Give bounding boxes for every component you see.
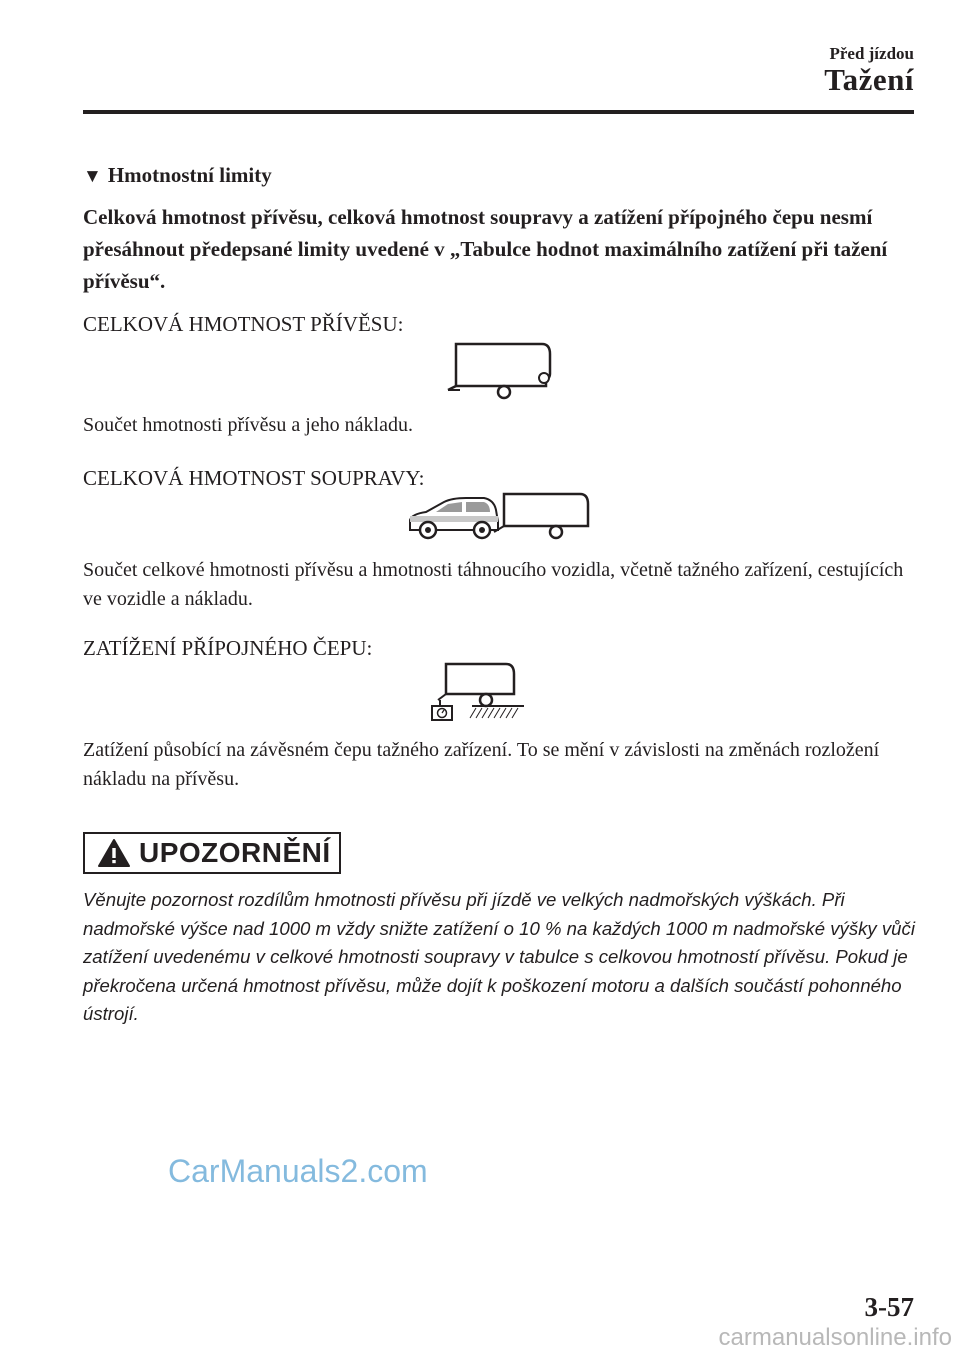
caution-text: Věnujte pozornost rozdílům hmotnosti přívěsu při jízdě ve velkých nadmořských výškách. Při nadmořské výšce nad 1000 m vždy snižte zatížení o 10 % na každých 1000 m nadmořské výšky vůči zatížení uvedenému v celkové hmotnosti soupravy v tabulce s celkovou hmotností přívěsu. Pokud je překročena určená hmotnost přívěsu, může dojít k poškození motoru a dalších součástí pohonného ústrojí.	[83, 889, 915, 1024]
trailer-icon	[446, 340, 556, 402]
section-heading	[83, 163, 272, 188]
caution-header	[83, 832, 341, 874]
description-trailer-weight: Součet hmotnosti přívěsu a jeho nákladu.	[83, 414, 413, 436]
term-trailer-weight: CELKOVÁ HMOTNOST PŘÍVĚSU:	[83, 312, 404, 336]
intro-paragraph: Celková hmotnost přívěsu, celková hmotnost soupravy a zatížení přípojného čepu nesmí přesáhnout předepsané limity uvedené v „Tabulce hodnot maximálního zatížení při tažení přívěsu“.	[83, 205, 888, 293]
tongue-weight-scale-icon	[428, 660, 528, 726]
watermark: CarManuals2.com	[168, 1153, 428, 1189]
triangle-marker-icon: ▼	[83, 166, 102, 187]
caution-label: UPOZORNĚNÍ	[139, 837, 331, 868]
term-tongue-weight: ZATÍŽENÍ PŘÍPOJNÉHO ČEPU:	[83, 636, 373, 660]
header-divider	[83, 110, 914, 114]
term-combination-weight: CELKOVÁ HMOTNOST SOUPRAVY:	[83, 466, 425, 490]
car-with-trailer-icon	[404, 490, 594, 548]
page-title: Tažení	[824, 62, 914, 97]
warning-triangle-icon	[97, 838, 131, 868]
page-number: 3-57	[864, 1292, 914, 1322]
footer-watermark: carmanualsonline.info	[718, 1324, 952, 1351]
header-section-label: Před jízdou	[829, 44, 914, 63]
section-heading-text: Hmotnostní limity	[107, 163, 272, 187]
description-tongue-weight: Zatížení působící na závěsném čepu tažného zařízení. To se mění v závislosti na změnách rozložení nákladu na přívěsu.	[83, 739, 880, 790]
description-combination-weight: Součet celkové hmotnosti přívěsu a hmotnosti táhnoucího vozidla, včetně tažného zařízení, cestujících ve vozidle a nákladu.	[83, 559, 904, 610]
